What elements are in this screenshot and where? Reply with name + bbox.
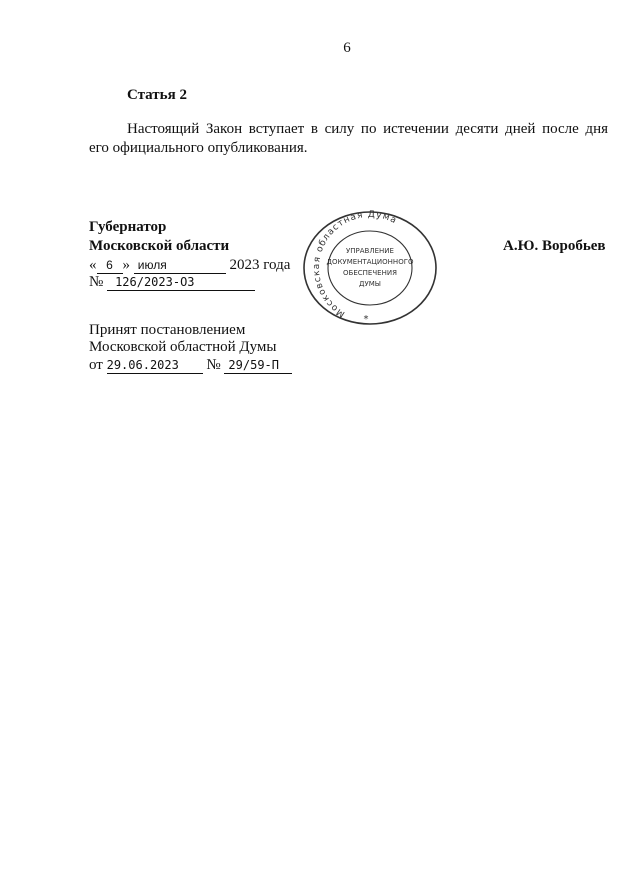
- signing-month: июля: [134, 258, 226, 274]
- quote-open: «: [89, 257, 97, 273]
- adoption-line-1: Принят постановлением: [89, 322, 246, 338]
- page-number: 6: [343, 40, 351, 56]
- seal-line-4: ДУМЫ: [359, 280, 381, 288]
- adoption-number-label: №: [206, 357, 221, 373]
- resolution-number: 29/59-П: [224, 358, 292, 374]
- seal-line-3: ОБЕСПЕЧЕНИЯ: [343, 269, 397, 277]
- quote-close: »: [122, 257, 130, 273]
- adoption-from-label: от: [89, 357, 103, 373]
- governor-region: Московской области: [89, 238, 230, 254]
- seal-line-2: ДОКУМЕНТАЦИОННОГО: [326, 258, 414, 266]
- official-seal: [300, 210, 440, 326]
- article-heading: Статья 2: [127, 87, 187, 103]
- seal-ring-text: Московская областная Дума: [311, 210, 399, 319]
- law-number: 126/2023-ОЗ: [107, 275, 255, 291]
- article-body: [89, 120, 608, 158]
- seal-line-1: УПРАВЛЕНИЕ: [346, 247, 394, 255]
- law-number-line: [89, 274, 255, 291]
- seal-star-icon: *: [363, 314, 369, 325]
- adoption-date: 29.06.2023: [107, 358, 203, 374]
- signing-date-line: [89, 257, 290, 274]
- signer-name: А.Ю. Воробьев: [503, 238, 606, 254]
- law-number-label: №: [89, 274, 104, 290]
- article-body-line-1: Настоящий Закон вступает в силу по истечении десяти дней после дня: [127, 121, 608, 137]
- signing-year: 2023 года: [229, 257, 291, 273]
- adoption-line-3: [89, 357, 292, 374]
- adoption-line-2: Московской областной Думы: [89, 339, 277, 355]
- article-body-line-2: его официального опубликования.: [89, 140, 308, 156]
- signing-day: 6: [97, 258, 123, 274]
- governor-title: Губернатор: [89, 219, 167, 235]
